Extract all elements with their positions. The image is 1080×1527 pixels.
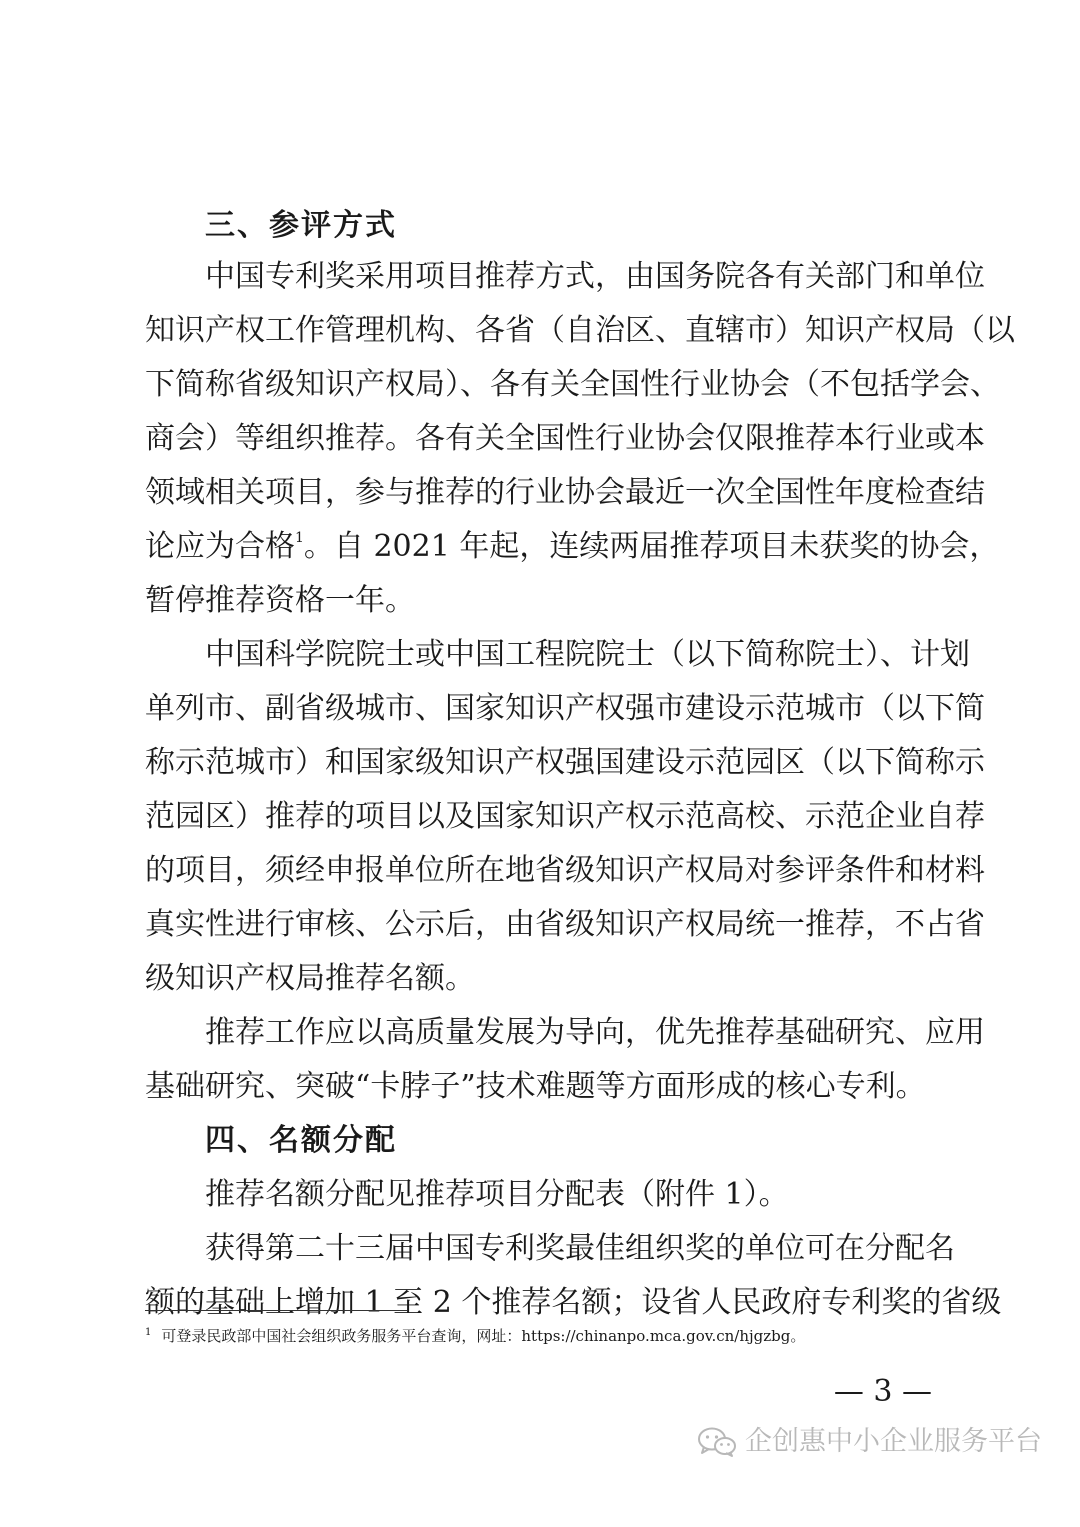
watermark-text: 企创惠中小企业服务平台 <box>745 1426 1042 1457</box>
paragraph-line: 暂停推荐资格一年。 <box>145 583 415 618</box>
paragraph-line: 中国科学院院士或中国工程院院士（以下简称院士）、计划 <box>205 637 970 672</box>
paragraph-line: 商会）等组织推荐。各有关全国性行业协会仅限推荐本行业或本 <box>145 421 985 456</box>
footnote-divider <box>145 1310 407 1311</box>
footnote-mark: 1 <box>145 1327 152 1338</box>
footnote <box>145 1322 805 1347</box>
footnote-text: 可登录民政部中国社会组织政务服务平台查询，网址：https://chinanpo.mca.gov.cn/hjgzbg。 <box>161 1327 806 1345</box>
paragraph-line: 范园区）推荐的项目以及国家知识产权示范高校、示范企业自荐 <box>145 799 985 834</box>
paragraph-line: 称示范城市）和国家级知识产权强国建设示范园区（以下简称示 <box>145 745 985 780</box>
wechat-icon <box>697 1426 737 1458</box>
paragraph-line: 基础研究、突破“卡脖子”技术难题等方面形成的核心专利。 <box>145 1069 926 1104</box>
footnote-reference: 1 <box>295 530 304 546</box>
paragraph-line: 级知识产权局推荐名额。 <box>145 961 475 996</box>
section-heading-3: 三、参评方式 <box>205 208 397 243</box>
paragraph-line: 推荐名额分配见推荐项目分配表（附件 1）。 <box>205 1177 789 1212</box>
page-number: — 3 — <box>833 1374 932 1409</box>
paragraph-line: 真实性进行审核、公示后，由省级知识产权局统一推荐，不占省 <box>145 907 985 942</box>
paragraph-line: 推荐工作应以高质量发展为导向，优先推荐基础研究、应用 <box>205 1015 985 1050</box>
paragraph-line <box>145 520 1000 574</box>
paragraph-line: 中国专利奖采用项目推荐方式，由国务院各有关部门和单位 <box>205 259 985 294</box>
watermark <box>697 1422 1042 1462</box>
paragraph-line: 单列市、副省级城市、国家知识产权强市建设示范城市（以下简 <box>145 691 985 726</box>
paragraph-line: 额的基础上增加 1 至 2 个推荐名额；设省人民政府专利奖的省级 <box>145 1285 1002 1320</box>
line-text: 论应为合格 <box>145 529 295 564</box>
paragraph-line: 的项目，须经申报单位所在地省级知识产权局对参评条件和材料 <box>145 853 985 888</box>
section-heading-4: 四、名额分配 <box>205 1123 397 1158</box>
paragraph-line: 下简称省级知识产权局）、各有关全国性行业协会（不包括学会、 <box>145 367 1000 402</box>
paragraph-line: 获得第二十三届中国专利奖最佳组织奖的单位可在分配名 <box>205 1231 955 1266</box>
paragraph-line: 知识产权工作管理机构、各省（自治区、直辖市）知识产权局（以 <box>145 313 1015 348</box>
paragraph-line: 领域相关项目，参与推荐的行业协会最近一次全国性年度检查结 <box>145 475 985 510</box>
line-text: 。自 2021 年起，连续两届推荐项目未获奖的协会， <box>303 529 1000 564</box>
